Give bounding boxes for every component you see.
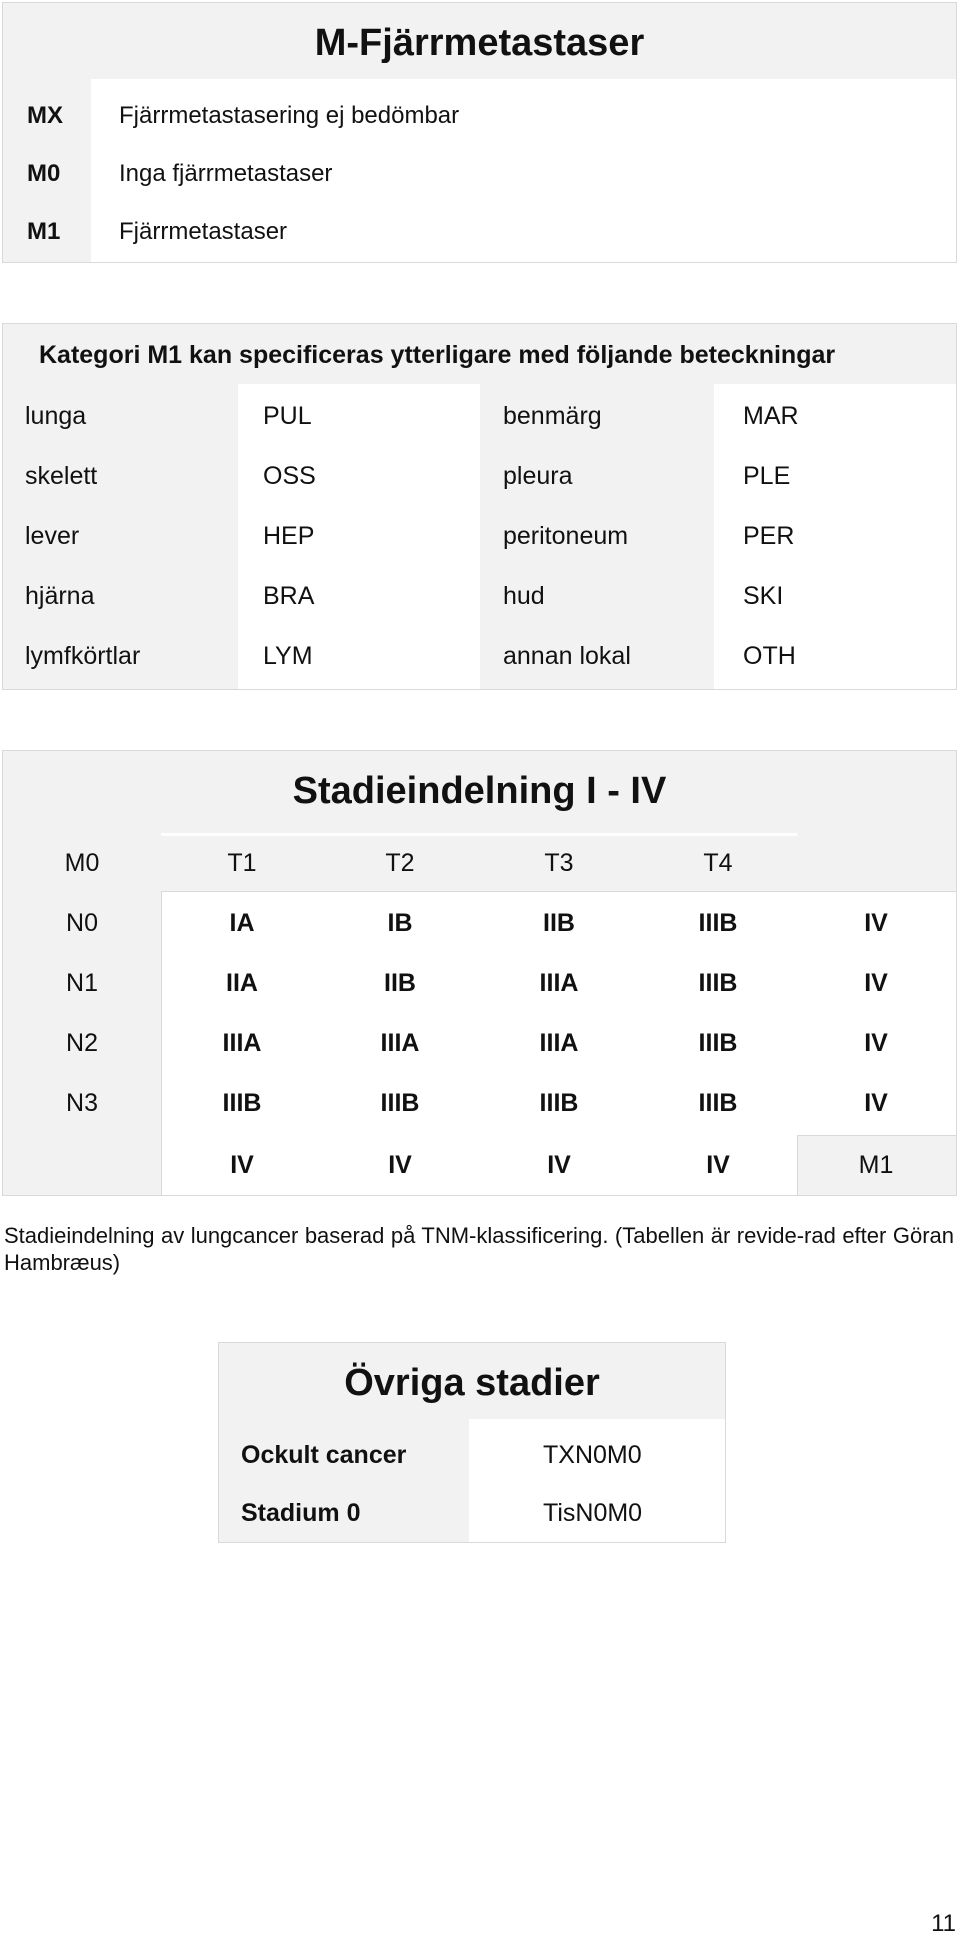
stage-cell: IV [388,1151,412,1179]
m-table-title: M-Fjärrmetastaser [3,3,956,79]
stage-cell: IIIB [698,969,738,997]
header-corner [797,829,956,891]
divider [161,891,162,1195]
stage-table-title: Stadieindelning I - IV [3,751,956,829]
stage-cell: IB [387,909,413,937]
m-code: M0 [27,160,61,187]
stage-cell: IIIB [698,909,738,937]
stage-cell: IV [864,909,888,937]
organ-code: OTH [743,642,796,670]
organ-code: OSS [263,462,316,490]
stage-cell: IIIB [698,1029,738,1057]
stage-cell: IIIB [380,1089,420,1117]
table-caption: Stadieindelning av lungcancer baserad på TNM-klassificering. (Tabellen är revide-rad efter Göran Hambræus) [4,1223,954,1275]
stage-cell: IV [864,969,888,997]
stage-header-cell: M0 [64,849,100,877]
organ-name: peritoneum [503,522,629,550]
stage-header-cell: T4 [703,849,733,877]
organ-code: PUL [263,402,312,430]
other-stages-table [218,1342,726,1543]
organ-code: PLE [743,462,791,490]
organ-code: BRA [263,582,315,610]
stage-cell: IV [864,1089,888,1117]
organ-code: HEP [263,522,315,550]
organ-name: hjärna [25,582,95,610]
m-metastases-table [2,2,957,263]
stage-cell: IA [229,909,255,937]
n-category-label: N3 [66,1089,98,1117]
organ-name: lunga [25,402,87,430]
organ-code: PER [743,522,795,550]
n-category-label: N1 [66,969,98,997]
other-value: TisN0M0 [543,1499,643,1527]
organ-code: LYM [263,642,313,670]
organ-name: skelett [25,462,98,490]
stage-cell: IIIB [222,1089,262,1117]
stage-cell: IIIA [222,1029,262,1057]
organ-name: lymfkörtlar [25,642,141,670]
organ-name: hud [503,582,545,610]
stage-cell: IIIA [539,1029,579,1057]
stage-header-cell: T2 [385,849,415,877]
stage-header-cell: T1 [227,849,257,877]
other-value: TXN0M0 [543,1441,642,1469]
m1-label: M1 [858,1151,894,1179]
m-description: Fjärrmetastaser [119,218,288,245]
stage-cell: IIIB [698,1089,738,1117]
other-label: Stadium 0 [241,1499,361,1527]
m-code: M1 [27,218,61,245]
stage-cell: IV [864,1029,888,1057]
organ-name: benmärg [503,402,602,430]
stage-header-cell: T3 [544,849,574,877]
m-description: Fjärrmetastasering ej bedömbar [119,102,460,129]
stage-cell: IV [230,1151,254,1179]
table-row [3,145,956,203]
m-description: Inga fjärrmetastaser [119,160,333,187]
other-table-title: Övriga stadier [219,1343,725,1419]
table-row [3,203,956,261]
n-category-label: N0 [66,909,98,937]
m1-table-title: Kategori M1 kan specificeras ytterligare med följande beteckningar [3,324,956,384]
table-row [3,87,956,145]
stage-cell: IV [547,1151,571,1179]
stage-cell: IIIA [380,1029,420,1057]
stage-cell: IIIA [539,969,579,997]
stage-cell: IV [706,1151,730,1179]
organ-code: SKI [743,582,784,610]
stage-table [2,750,957,1196]
m-code: MX [27,102,63,129]
other-label: Ockult cancer [241,1441,407,1469]
m1-specification-table [2,323,957,690]
stage-cell: IIB [543,909,575,937]
stage-cell: IIA [226,969,258,997]
organ-name: annan lokal [503,642,631,670]
organ-name: lever [25,522,80,550]
n-category-label: N2 [66,1029,98,1057]
stage-cell: IIIB [539,1089,579,1117]
page-number: 11 [931,1910,956,1937]
organ-code: MAR [743,402,799,430]
stage-cell: IIB [384,969,416,997]
organ-name: pleura [503,462,573,490]
